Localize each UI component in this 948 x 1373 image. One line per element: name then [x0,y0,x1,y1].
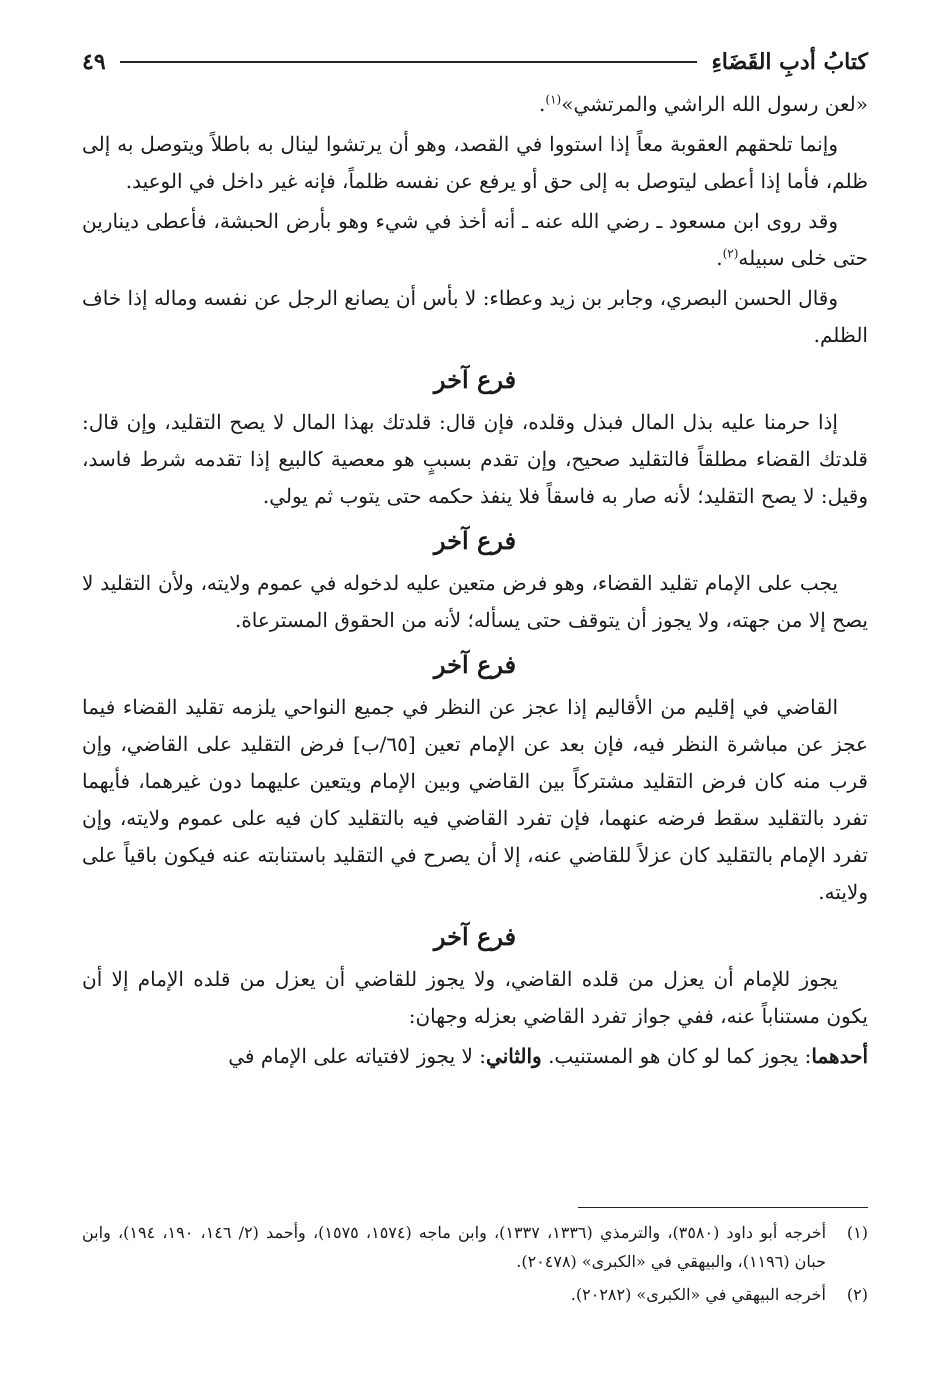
paragraph: القاضي في إقليم من الأقاليم إذا عجز عن النظر في جميع النواحي يلزمه تقليد القضاء فيما عجز عن مباشرة النظر فيه، فإن بعد عن الإمام تعين [٦٥/ب] فرض التقليد على القاضي، وإن قرب منه كان فرض التقليد مشتركاً بين القاضي وبين الإمام ويتعين عليهما دون غيرهما، فأيهما تفرد بالتقليد سقط فرضه عنهما، فإن تفرد القاضي فيه بالتقليد كان فيه على عموم ولايته، وإن تفرد الإمام بالتقليد كان عزلاً للقاضي عنه، إلا أن يصرح في التقليد باستنابته عنه فيكون باقياً على ولايته. [82,695,868,904]
bold-term: أحدهما [811,1044,868,1068]
footnote-ref: (٢) [722,246,739,261]
paragraph: يجوز للإمام أن يعزل من قلده القاضي، ولا يجوز للقاضي أن يعزل من قلده الإمام إلا أن يكون مستناباً عنه، ففي جواز تفرد القاضي بعزله وجهان: [82,967,868,1028]
punctuation: . [716,246,723,270]
punctuation: . [539,92,546,116]
header-rule [120,61,698,63]
page-header [82,40,868,84]
footnote [82,1280,868,1309]
footnote-mark: (١) [846,1223,868,1242]
footnotes [82,1218,868,1313]
paragraph [82,1038,868,1075]
paragraph-text: : يجوز كما لو كان هو المستنيب. [541,1044,812,1068]
section-heading: فرع آخر [433,365,517,394]
footnote-ref: (١) [545,92,562,107]
footnote-text: أخرجه البيهقي في «الكبرى» (٢٠٢٨٢). [570,1285,826,1304]
footnote-separator [578,1207,868,1208]
paragraph [82,86,868,123]
paragraph [82,203,868,277]
paragraph-text: : لا يجوز لافتياته على الإمام في [228,1044,487,1068]
bold-term: والثاني [486,1044,542,1068]
footnote [82,1218,868,1276]
paragraph: وإنما تلحقهم العقوبة معاً إذا استووا في القصد، وهو أن يرتشوا لينال به باطلاً ويتوصل به إلى ظلم، فأما إذا أعطى ليتوصل به إلى حق أو يرفع عن نفسه ظلماً، فإنه غير داخل في الوعيد. [82,132,868,193]
section-heading: فرع آخر [433,526,517,555]
section-heading: فرع آخر [433,922,517,951]
page-number: ٤٩ [82,49,106,75]
section-heading: فرع آخر [433,650,517,679]
paragraph: يجب على الإمام تقليد القضاء، وهو فرض متعين عليه لدخوله في عموم ولايته، ولأن التقليد لا يصح إلا من جهته، ولا يجوز أن يتوقف حتى يسأله؛ لأنه من الحقوق المسترعاة. [82,571,868,632]
footnote-text: أخرجه أبو داود (٣٥٨٠)، والترمذي (١٣٣٦، ١٣٣٧)، وابن ماجه (١٥٧٤، ١٥٧٥)، وأحمد (٢/ ١٤٦، ١٩٠، ١٩٤)، وابن حبان (١١٩٦)، والبيهقي في «الكبرى» (٢٠٤٧٨). [82,1223,827,1271]
paragraph: وقال الحسن البصري، وجابر بن زيد وعطاء: لا بأس أن يصانع الرجل عن نفسه وماله إذا خاف الظلم. [82,286,868,347]
running-title: كتابُ أدبِ القَضَاءِ [711,49,868,75]
paragraph-text: وقد روى ابن مسعود ـ رضي الله عنه ـ أنه أخذ في شيء وهو بأرض الحبشة، فأعطى دينارين حتى خلى سبيله [82,209,868,270]
hadith-quote: «لعن رسول الله الراشي والمرتشي» [561,92,868,116]
paragraph: إذا حرمنا عليه بذل المال فبذل وقلده، فإن قال: قلدتك بهذا المال لا يصح التقليد، وإن قال: قلدتك القضاء مطلقاً فالتقليد صحيح، وإن تقدم بسببٍ هو معصية كالبيع إذا تقدمه شرط فاسد، وقيل: لا يصح التقليد؛ لأنه صار به فاسقاً فلا ينفذ حكمه حتى يتوب ثم يولي. [82,410,868,508]
main-text [82,86,868,1078]
footnote-mark: (٢) [846,1285,868,1304]
